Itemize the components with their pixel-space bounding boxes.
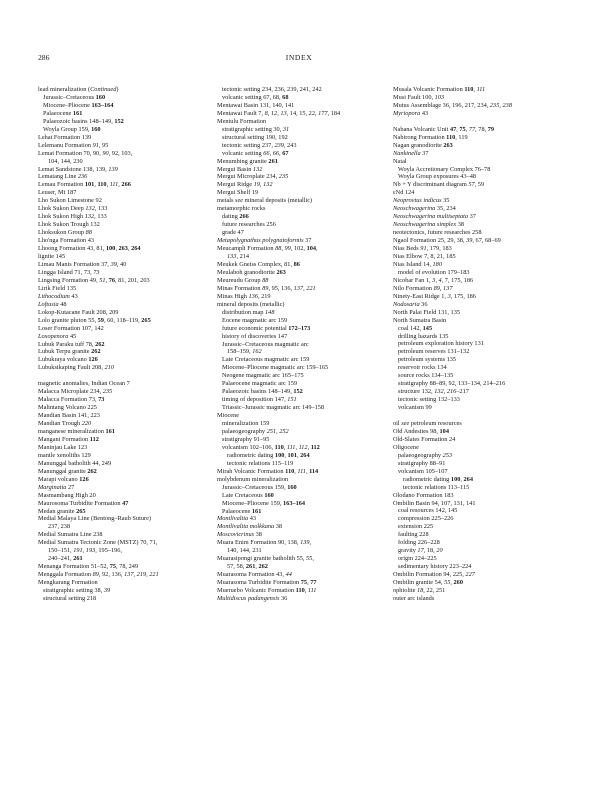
index-subentry: structural setting 218 [43,594,97,602]
index-entry: Masmambang High 20 [38,491,96,499]
index-subentry: Palaeocene 161 [222,507,262,515]
index-entry: Leuser, Mt 187 [38,189,77,197]
index-entry: ophiolite 18, 22, 251 [393,587,446,595]
index-entry: Montlivaltia molkkana 38 [217,523,283,531]
index-subentry: compression 225–226 [398,515,454,523]
index-entry: Lemat Sandstone 138, 139, 139 [38,165,118,173]
index-entry: Lolo granite pluton 55, 59, 60, 118–119, 265 [38,316,151,324]
index-entry: Lubukraya volcano 126 [38,356,98,364]
index-subentry: volcanic setting 67, 68, 68 [222,93,289,101]
index-subentry: sedimentary history 223–224 [398,563,472,571]
index-entry: Nias Beds 91, 179, 183 [393,245,452,253]
index-subentry: Triassic–Jurassic magmatic arc 149–158 [222,404,325,412]
index-entry: Muarasipongi granite batholith 55, 55, [217,555,314,563]
index-entry: Lematang Line 236 [38,173,88,181]
index-entry: Limau Manis Formation 37, 39, 40 [38,260,127,268]
index-entry: metals see mineral deposits (metallic) [217,197,313,205]
index-entry: Moscovicrinus 38 [217,531,262,539]
index-entry: Mergui Basin 132 [217,165,263,173]
index-subentry: gravity 17, 18, 20 [398,547,443,555]
index-entry: Natal [393,157,407,165]
index-subentry: Jurassic–Cretaceous 160 [43,93,106,101]
index-subentry: palaeogeography 253 [398,451,453,459]
index-entry: lignite 145 [38,253,66,261]
section-gap [38,372,206,380]
page-title: INDEX [285,53,313,62]
index-entry: Metapolygnathus polygnatoformis 37 [217,237,312,245]
index-entry: Mergui Ridge 19, 132 [217,181,273,189]
index-subentry: stratigraphy 88–89, 92, 133–134, 214–216 [398,380,506,388]
index-entry: molybdenum mineralization [217,475,289,483]
index-subentry: stratigraphic setting 38, 39 [43,587,111,595]
index-entry: Lingsing Formation 49, 51, 76, 81, 201, 203 [38,276,150,284]
index-entry: Muara Enim Formation 90, 138, 139, [217,539,312,547]
index-entry: Nagan granodiorite 263 [393,141,453,149]
index-entry: Lirik Field 135 [38,284,77,292]
index-entry: Medan granite 265 [38,507,86,515]
index-entry: Old Andesites 98, 104 [393,427,449,435]
index-entry: Miocene [217,412,240,420]
index-subentry: distribution map 148 [222,308,275,316]
index-subentry: tectonic setting 132–133 [398,396,460,404]
index-subentry: 150–151, 191, 193, 195–196, [48,547,123,555]
index-subentry: 133, 214 [227,253,250,261]
index-entry: Mandian Trough 220 [38,420,92,428]
index-entry: Musi Fault 100, 103 [393,93,445,101]
index-entry: Lithocodium 43 [38,292,78,300]
index-entry: Mentulu Formation [217,117,267,125]
index-entry: neotectonics, future researches 258 [393,229,482,237]
index-column-1 [38,86,206,603]
index-subentry: tectonic relations 113–115 [403,483,470,491]
index-subentry: structural setting 190, 192 [222,133,288,141]
index-subentry: Woyla Group exposures 43–48 [398,173,477,181]
index-entry: Muarasoma Turbidite Formation 75, 77 [217,579,317,587]
index-entry: Nias Elbow 7, 8, 21, 185 [393,253,456,260]
index-entry: Oligocene [393,443,419,451]
index-subentry: Woyla Accretionary Complex 76–78 [398,165,491,173]
index-subentry: 104, 144, 230 [48,157,83,165]
index-entry: Lokop-Kutacane Fault 208, 209 [38,308,119,316]
index-entry: Lingga Island 71, 73, 73 [38,268,100,276]
index-subentry: Woyla Group 159, 160 [43,125,101,133]
index-entry: oil see petroleum resources [393,420,462,427]
index-subentry: reservoir rocks 134 [398,364,447,372]
index-subentry: petroleum exploration history 131 [398,340,484,348]
index-subentry: Late Cretaceous magmatic arc 159 [222,356,310,364]
index-entry: Malacca Formation 73, 73 [38,396,105,404]
index-subentry: Palaeocene 161 [43,109,83,117]
index-entry: Olodano Formation 183 [393,491,454,499]
index-entry: North Palai Field 131, 135 [393,308,460,316]
index-entry: Mueruebo Volcanic Formation 110, 111 [217,587,317,595]
index-subentry: tectonic setting 237, 239, 243 [222,141,297,149]
index-entry: Manunggal batholith 44, 249 [38,459,112,467]
index-entry: Mangani Formation 112 [38,435,99,443]
index-entry: Myriopora 43 [393,109,429,117]
index-entry: Nias Island 14, 180 [393,260,442,268]
index-subentry: Miocene–Pliocene 163–164 [43,101,114,109]
index-subentry: stratigraphy 88–91 [398,459,446,467]
index-entry: Mergui Shelf 19 [217,189,259,197]
index-subentry: origin 224–225 [398,555,437,563]
index-subentry: stratigraphic setting 30, 31 [222,125,290,133]
index-subentry: 57, 58, 261, 262 [227,563,268,571]
page-header [38,52,560,64]
index-entry: Loftusia 48 [38,300,67,308]
section-gap [393,118,568,126]
index-entry: Medial Sumatra Line 238 [38,531,103,539]
index-entry: Loxopenora 45 [38,332,77,340]
index-entry: Nodosaria 36 [393,300,428,308]
index-subentry: dating 266 [222,213,249,221]
index-entry: Ngaol Formation 25, 29, 38, 39, 67, 68–69 [393,237,501,245]
index-entry: Neoschwagerina simplex 38 [393,221,465,229]
index-subentry: coal 142, 145 [398,324,433,332]
index-subentry: Palaeocene magmatic arc 159 [222,380,297,388]
index-entry: Lemau Formation 101, 110, 111, 266 [38,181,131,189]
index-subentry: faulting 228 [398,531,429,539]
index-subentry: volcanism 105–107 [398,467,448,475]
index-entry: Lubuk Terpu granite 262 [38,348,101,356]
index-entry: Mutus Assemblage 36, 196, 217, 234, 235, 238 [393,101,512,109]
index-entry: Menumbing granite 261 [217,157,278,165]
index-subentry: 237, 238 [48,523,71,531]
index-entry: Lhoksukon Group 88 [38,229,92,237]
index-subentry: Neogene magmatic arc 165–175 [222,372,304,380]
index-subentry: structure 132, 132, 216–217 [398,388,469,396]
index-subentry: extension 225 [398,523,434,531]
index-entry: Muarasoma Formation 43, 44 [217,571,292,579]
index-entry: Musala Volcanic Formation 110, 111 [393,86,486,93]
index-entry: Minas Formation 89, 95, 136, 137, 221 [217,284,316,292]
index-subentry: volcanic setting 66, 66, 67 [222,149,289,157]
index-entry: Lemat Formation 70, 90, 90, 92, 103, [38,149,133,157]
index-subentry: Palaeozoic basins 148–149, 152 [43,117,124,125]
index-subentry: volcanism 102–106, 110, 111, 112, 112 [222,443,320,451]
index-entry: Medial Sumatra Tectonic Zone (MSTZ) 70, 71, [38,539,158,547]
index-entry: Ombilin Formation 94, 225, 227 [393,571,475,579]
index-entry: Lho Sukon Limestone 92 [38,197,102,205]
index-subentry: Palaeozoic basins 148–149, 152 [222,388,303,396]
index-subentry: palaeogeography 251, 252 [222,427,289,435]
index-subentry: radiometric dating 100, 101, 264 [227,451,310,459]
index-subentry: timing of deposition 147, 151 [222,396,297,404]
index-entry: Montlivaltia 43 [217,515,257,523]
index-entry: Neoschwagerina 35, 234 [393,205,456,213]
index-entry: Multidiscus padangensis 36 [217,595,288,602]
index-entry: Lhoong Formation 43, 81, 100, 263, 264 [38,245,141,253]
index-subentry: Jurassic–Cretaceous 159, 160 [222,483,297,491]
index-entry: Mergui Microplate 234, 235 [217,173,289,181]
index-entry: Lehat Formation 139 [38,133,92,141]
index-entry: Meureudu Group 88 [217,276,269,284]
index-subentry: volcanism 99 [398,404,432,412]
section-gap [393,412,568,420]
index-entry: Lhok Sukon Deep 132, 133 [38,205,108,213]
index-subentry: radiometric dating 100, 264 [403,475,473,483]
index-entry: Nilo Formation 89, 137 [393,284,453,292]
index-subentry: stratigraphy 91–95 [222,435,270,443]
index-entry: Nankinella 37 [393,149,429,157]
index-entry: Mirah Volcanic Formation 110, 111, 114 [217,467,319,475]
index-entry: Lho'nga Formation 43 [38,237,95,245]
index-subentry: petroleum reserves 131–132 [398,348,470,356]
index-entry: mineral deposits (metallic) [217,300,285,308]
page-number: 286 [38,53,50,62]
index-subentry: future economic potential 172–173 [222,324,311,332]
index-entry: Mengkarang Formation [38,579,98,587]
index-entry: Lhok Sukon High 132, 133 [38,213,107,221]
index-entry: manganese mineralization 161 [38,427,115,435]
index-subentry: Miocene–Pliocene magmatic arc 159–165 [222,364,329,372]
index-entry: Lubuksikaping Fault 208, 210 [38,364,114,372]
index-entry: Meulaboh granodiorite 263 [217,268,286,276]
index-subentry: Miocene–Pliocene 159, 163–164 [222,499,306,507]
index-subentry: petroleum systems 135 [398,356,457,364]
index-entry: Marapi volcano 126 [38,475,89,483]
index-entry: outer arc islands [393,594,435,602]
index-entry: Menanga Formation 51–52, 75, 78, 249 [38,563,139,571]
index-subentry: coal resources 142, 145 [398,507,458,515]
index-entry: Loser Formation 107, 142 [38,324,104,332]
index-entry: Ombilin granite 54, 55, 260 [393,579,463,587]
index-subentry: model of evolution 179–183 [398,268,470,276]
index-entry: metamorphic rocks [217,205,266,213]
index-subentry: Jurassic–Cretaceous magmatic arc [222,340,309,348]
index-entry: Maurosoma Turbidite Formation 47 [38,499,129,507]
index-subentry: Eocene magmatic arc 159 [222,316,288,324]
index-entry: Minas High 136, 219 [217,292,271,300]
index-entry: Nb + Y discriminant diagram 57, 59 [393,181,485,189]
index-column-2 [217,86,385,603]
index-column-3 [393,86,568,603]
index-entry: Marginatia 27 [38,483,75,491]
index-entry: mantle xenoliths 129 [38,451,91,459]
index-subentry: 140, 144, 231 [227,547,262,555]
index-entry: lead mineralization (Continued) [38,86,119,93]
index-entry: Nabirong Formation 110, 119 [393,133,468,141]
index-entry: Nicobar Fan 1, 3, 4, 7, 175, 186 [393,276,474,284]
index-entry: Nabana Volcanic Unit 47, 75, 77, 78, 79 [393,125,495,133]
index-entry: Medial Malaya Line (Bentong–Raub Suture) [38,515,151,523]
index-entry: Maninjau Lake 123 [38,443,88,451]
index-subentry: history of discoveries 147 [222,332,288,340]
index-subentry: 158–159, 162 [227,348,262,356]
index-subentry: grade 47 [222,229,244,237]
index-subentry: tectonic setting 234, 236, 239, 241, 242 [222,86,322,93]
index-subentry: mineralization 159 [222,420,270,428]
index-subentry: Late Cretaceous 160 [222,491,274,499]
index-entry: Mentawai Fault 7, 8, 12, 13, 14, 15, 22, 177, 184 [217,109,341,117]
index-entry: Menggala Formation 89, 92, 136, 137, 219, 221 [38,571,159,579]
index-subentry: source rocks 134–135 [398,372,454,380]
index-entry: Mentawai Basin 131, 140, 141 [217,101,295,109]
index-subentry: drilling hazards 135 [398,332,449,340]
index-subentry: tectonic relations 115–119 [227,459,294,467]
index-entry: Ninety-East Ridge 1, 3, 175, 186 [393,292,476,300]
index-entry: Old-Slates Formation 24 [393,435,456,443]
index-subentry: 240–241, 261 [48,555,83,563]
index-entry: Neoschwagerina multiseptata 37 [393,213,476,221]
index-entry: Ombilin Basin 94, 107, 131, 141 [393,499,476,507]
index-entry: Lubuk Paraku tuff 78, 262 [38,340,105,348]
index-entry: Malacca Microplate 234, 235 [38,388,113,396]
index-entry: Manunggal granite 262 [38,467,97,475]
index-entry: Lelemanu Formation 91, 95 [38,141,109,149]
index-subentry: folding 226–228 [398,539,440,547]
index-entry: Lhok Sukon Trough 132 [38,221,100,229]
index-entry: εNd 124 [393,189,415,197]
index-subentry: future researches 256 [222,221,276,229]
index-entry: Meucampli Formation 88, 99, 102, 104, [217,245,318,253]
index-entry: magnetic anomalies, Indian Ocean 7 [38,380,130,388]
index-entry: Neoprovtus indicus 35 [393,197,450,205]
index-entry: North Sumatra Basin [393,316,447,324]
index-entry: Mandian Basin 141, 223 [38,412,100,420]
index-entry: Meukek Gneiss Complex, 81, 86 [217,260,300,268]
index-entry: Malintang Volcano 225 [38,404,97,412]
